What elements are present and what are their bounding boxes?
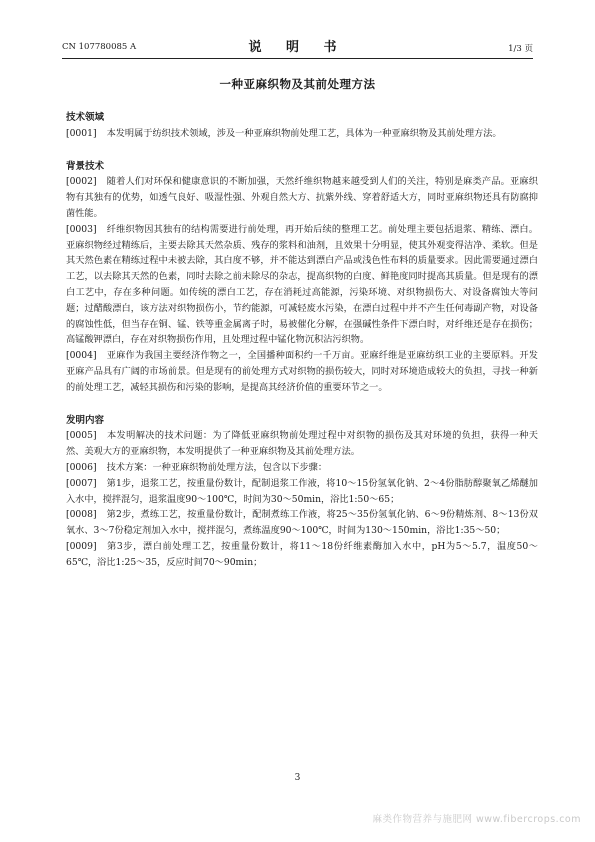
paragraph-text: 第1步，退浆工艺，按重量份数计，配制退浆工作液，将10～15份氢氧化钠、2～4份脂肪醇聚氧乙烯醚加入水中，搅拌混匀，退浆温度90～100℃，时间为30～50min，浴比1:50～65； xyxy=(66,477,538,505)
paragraph-id: [0004] xyxy=(66,350,97,362)
paragraph-0007 xyxy=(66,476,538,508)
paragraph-id: [0009] xyxy=(66,540,97,552)
paragraph-0005 xyxy=(66,428,538,460)
paragraph-text: 随着人们对环保和健康意识的不断加强，天然纤维织物越来越受到人们的关注，特别是麻类产品。亚麻织物有其独有的优势，如透气良好、吸湿性强、外观自然大方、抗紫外线、穿着舒适大方，同时亚麻织物还具有防腐抑菌性能。 xyxy=(66,176,538,219)
section-heading-invention: 发明内容 xyxy=(66,414,105,426)
paragraph-text: 本发明解决的技术问题：为了降低亚麻织物前处理过程中对织物的损伤及其对环境的负担，获得一种天然、美观大方的亚麻织物，本发明提供了一种亚麻织物及其前处理方法。 xyxy=(66,430,538,458)
paragraph-id: [0005] xyxy=(66,430,97,442)
section-heading-tech-field: 技术领域 xyxy=(66,112,105,123)
paragraph-text: 亚麻作为我国主要经济作物之一，全国播种面积约一千万亩。亚麻纤维是亚麻纺织工业的主要原料。开发亚麻产品具有广阔的市场前景。但是现有的前处理方式对织物的损伤较大，同时对环境造成较大的负担，寻找一种新的前处理工艺，减轻其损伤和污染的影响，是提高其经济价值的重要环节之一。 xyxy=(66,350,538,393)
page-number: 3 xyxy=(294,773,301,783)
paragraph-text: 纤维织物因其独有的结构需要进行前处理，再开始后续的整理工艺。前处理主要包括退浆、精练、漂白。亚麻织物经过精练后，主要去除其天然杂质、残存的浆料和油剂，且效果十分明显，使其外观变得洁净、柔软。但是其天然色素在精练过程中未被去除，其白度不够，并不能达到漂白产品或浅色性布料的质量要求。因此需要通过漂白工艺，以去除其天然的色素，同时去除之前未除尽的杂志，提高织物的白度、鲜艳度同时提高其质量。但是现有的漂白工艺中，存在多种问题。如传统的漂白工艺，存在消耗过高能源，污染环境、对织物损伤大、对设备腐蚀大等问题；过醋酸漂白，该方法对织物损伤小，节约能源，可减轻废水污染，在漂白过程中并不产生任何毒副产物，对设备的腐蚀性低，但当存在铜、锰、铁等重金属离子时，易被催化分解，在强碱性条件下漂白时，对纤维还是存在损伤；高锰酸钾漂白，存在对织物损伤作用，且处理过程中锰化物沉积沾污织物。 xyxy=(66,223,538,346)
paragraph-0004 xyxy=(66,348,538,395)
paragraph-id: [0007] xyxy=(66,477,97,489)
document-title: 一种亚麻织物及其前处理方法 xyxy=(219,77,376,91)
paragraph-id: [0002] xyxy=(66,176,97,188)
paragraph-0006 xyxy=(66,460,538,476)
paragraph-text: 第3步，漂白前处理工艺，按重量份数计，将11～18份纤维素酶加入水中，pH为5～5.7，温度50～65℃，浴比1:25～35，反应时间70～90min； xyxy=(66,540,538,568)
document-type: 说 明 书 xyxy=(248,40,347,55)
paragraph-0001 xyxy=(66,126,538,142)
paragraph-id: [0008] xyxy=(66,509,97,521)
paragraph-0003 xyxy=(66,222,538,348)
page-header xyxy=(62,36,533,59)
paragraph-text: 第2步，煮练工艺，按重量份数计，配制煮练工作液，将25～35份氢氧化钠、6～9份精炼剂、8～13份双氧水、3～7份稳定剂加入水中，搅拌混匀，煮练温度90～100℃，时间为130～150min，浴比1:35～50； xyxy=(66,509,538,537)
paragraph-0009 xyxy=(66,539,538,571)
site-watermark: 麻类作物营养与施肥网 www.fibercrops.com xyxy=(372,814,581,825)
section-heading-background: 背景技术 xyxy=(66,160,105,172)
paragraph-id: [0006] xyxy=(66,461,97,473)
paragraph-0002 xyxy=(66,174,538,221)
paragraph-text: 本发明属于纺织技术领域，涉及一种亚麻织物前处理工艺，具体为一种亚麻织物及其前处理方法。 xyxy=(106,127,502,139)
paragraph-0008 xyxy=(66,507,538,539)
paragraph-text: 技术方案：一种亚麻织物前处理方法，包含以下步骤： xyxy=(106,461,328,473)
paragraph-id: [0001] xyxy=(66,127,97,139)
publication-number: CN 107780085 A xyxy=(62,42,137,52)
paragraph-id: [0003] xyxy=(66,223,97,235)
page-indicator: 1/3 页 xyxy=(508,44,533,54)
document-body xyxy=(66,110,538,571)
